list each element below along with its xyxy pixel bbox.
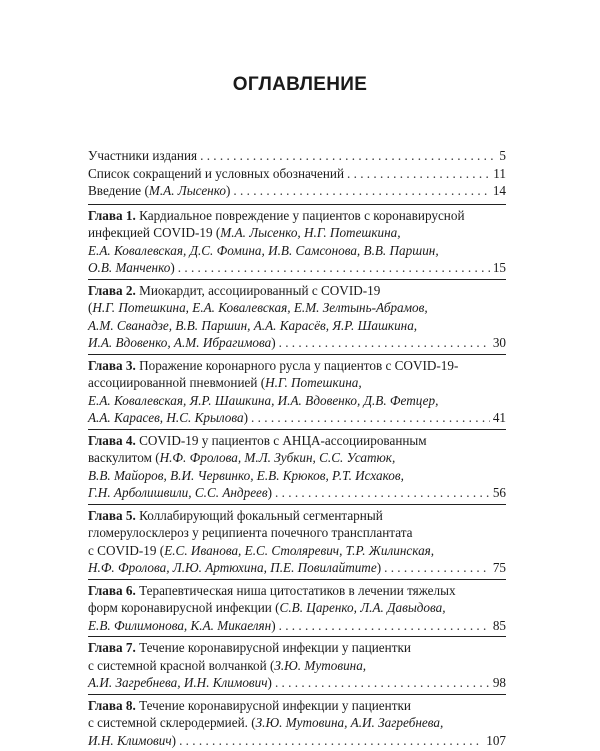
chapter-label: Глава 8. (88, 698, 136, 713)
toc-chapter-6[interactable]: Глава 6. Терапевтическая ниша цитостатиков в лечении тяжелых форм коронавирусной инфекции (С.В. Царенко, Л.А. Давыдова, Е.В. Филимонова, К.А. Микаелян) . . . 85 (88, 579, 506, 637)
chapter-title: Терапевтическая ниша цитостатиков в лечении тяжелых (139, 583, 455, 598)
chapter-authors: Н.Г. Потешкина, (265, 375, 362, 390)
toc-entry-participants[interactable] (88, 147, 506, 165)
leader-dots (251, 409, 490, 427)
toc-entry-text: Введение (М.А. Лысенко) (88, 182, 230, 200)
toc-chapter-5[interactable]: Глава 5. Коллабирующий фокальный сегментарный гломерулосклероз у реципиента почечного трансплантата с COVID-19 (Е.С. Иванова, Е.С. Столяревич, Т.Р. Жилинская, Н.Ф. Фролова, Л.Ю. Артюхина, П.Е. Повилайтите) . . . 75 (88, 504, 506, 579)
chapter-authors: С.В. Царенко, Л.А. Давыдова, (280, 600, 446, 615)
leader-dots (279, 617, 490, 635)
page-number: 56 (493, 484, 506, 502)
toc-chapter-7[interactable]: Глава 7. Течение коронавирусной инфекции у пациентки с системной красной волчанкой (З.Ю. Мутовина, А.И. Загребнева, И.Н. Климович) . . . 98 (88, 636, 506, 694)
chapter-title: Течение коронавирусной инфекции у пациентки (139, 698, 411, 713)
toc-entry-introduction[interactable] (88, 182, 506, 200)
chapter-authors: Н.Ф. Фролова, Л.Ю. Артюхина, П.Е. Повилайтите (88, 560, 377, 575)
toc-chapter-3[interactable]: Глава 3. Поражение коронарного русла у пациентов с COVID-19- ассоциированной пневмонией (Н.Г. Потешкина, Е.А. Ковалевская, Я.Р. Шашкина, И.А. Вдовенко, Д.В. Фетцер, А.А. Карасев, Н.С. Крылова) . . . 41 (88, 354, 506, 429)
chapter-title: COVID-19 у пациентов с АНЦА-ассоциированным (139, 433, 427, 448)
toc-chapter-8[interactable]: Глава 8. Течение коронавирусной инфекции у пациентки с системной склеродермией. (З.Ю. Мутовина, А.И. Загребнева, И.Н. Климович) . . . 107 (88, 694, 506, 751)
leader-dots (275, 674, 490, 692)
chapter-title: Кардиальное повреждение у пациентов с коронавирусной (139, 208, 464, 223)
chapter-title: Миокардит, ассоциированный с COVID-19 (139, 283, 380, 298)
leader-dots (179, 732, 483, 750)
chapter-authors: А.А. Карасев, Н.С. Крылова (88, 410, 244, 425)
chapter-title: с системной склеродермией. ( (88, 715, 256, 730)
toc-chapter-4[interactable]: Глава 4. COVID-19 у пациентов с АНЦА-ассоциированным васкулитом (Н.Ф. Фролова, М.Л. Зубкин, С.С. Усатюк, В.В. Майоров, В.И. Червинко, Е.В. Крюков, Р.Т. Исхаков, Г.Н. Арболишвили, С.С. Андреев) . . . 56 (88, 429, 506, 504)
toc-entry-abbreviations[interactable] (88, 165, 506, 183)
chapter-authors: З.Ю. Мутовина, (274, 658, 366, 673)
chapter-authors: А.М. Сванадзе, В.В. Паршин, А.А. Карасёв, Я.Р. Шашкина, (88, 318, 417, 333)
chapter-authors: Е.С. Иванова, Е.С. Столяревич, Т.Р. Жилинская, (164, 543, 434, 558)
page-number: 5 (499, 147, 506, 165)
leader-dots (275, 484, 490, 502)
page-number: 98 (493, 674, 506, 692)
chapter-title: гломерулосклероз у реципиента почечного трансплантата (88, 525, 413, 540)
table-of-contents (88, 147, 506, 751)
chapter-title: Поражение коронарного русла у пациентов с COVID-19- (139, 358, 458, 373)
chapter-label: Глава 2. (88, 283, 136, 298)
chapter-authors: А.И. Загребнева, И.Н. Климович (88, 675, 268, 690)
toc-entry-text: Список сокращений и условных обозначений (88, 165, 344, 183)
chapter-authors: Е.А. Ковалевская, Я.Р. Шашкина, И.А. Вдовенко, Д.В. Фетцер, (88, 393, 438, 408)
chapter-authors: О.В. Манченко (88, 260, 170, 275)
chapter-authors: И.А. Вдовенко, А.М. Ибрагимова (88, 335, 271, 350)
chapter-label: Глава 3. (88, 358, 136, 373)
leader-dots (233, 182, 489, 200)
chapter-title: инфекцией COVID-19 ( (88, 225, 220, 240)
toc-chapter-1[interactable]: Глава 1. Кардиальное повреждение у пациентов с коронавирусной инфекцией COVID-19 (М.А. Лысенко, Н.Г. Потешкина, Е.А. Ковалевская, Д.С. Фомина, И.В. Самсонова, В.В. Паршин, О.В. Манченко) . . . 15 (88, 204, 506, 279)
chapter-title: форм коронавирусной инфекции ( (88, 600, 280, 615)
chapter-authors: В.В. Майоров, В.И. Червинко, Е.В. Крюков, Р.Т. Исхаков, (88, 468, 404, 483)
page-number: 107 (486, 732, 506, 750)
chapter-title: с COVID-19 ( (88, 543, 164, 558)
chapter-title: Коллабирующий фокальный сегментарный (139, 508, 383, 523)
chapter-authors: Е.А. Ковалевская, Д.С. Фомина, И.В. Самсонова, В.В. Паршин, (88, 243, 439, 258)
leader-dots (178, 259, 490, 277)
page-number: 11 (493, 165, 506, 183)
leader-dots (347, 165, 490, 183)
chapter-title: васкулитом ( (88, 450, 160, 465)
chapter-authors: Е.В. Филимонова, К.А. Микаелян (88, 618, 271, 633)
page-number: 41 (493, 409, 506, 427)
page-number: 15 (493, 259, 506, 277)
chapter-authors: Г.Н. Арболишвили, С.С. Андреев (88, 485, 268, 500)
chapter-label: Глава 4. (88, 433, 136, 448)
toc-chapter-2[interactable]: Глава 2. Миокардит, ассоциированный с COVID-19 (Н.Г. Потешкина, Е.А. Ковалевская, Е.М. Зелтынь-Абрамов, А.М. Сванадзе, В.В. Паршин, А.А. Карасёв, Я.Р. Шашкина, И.А. Вдовенко, А.М. Ибрагимова) . . . 30 (88, 279, 506, 354)
page-number: 75 (493, 559, 506, 577)
chapter-authors: Н.Г. Потешкина, Е.А. Ковалевская, Е.М. Зелтынь-Абрамов, (92, 300, 427, 315)
chapter-authors: М.А. Лысенко, Н.Г. Потешкина, (220, 225, 400, 240)
page-number: 14 (493, 182, 506, 200)
chapter-title: с системной красной волчанкой ( (88, 658, 274, 673)
toc-entry-text: Участники издания (88, 147, 197, 165)
chapter-label: Глава 6. (88, 583, 136, 598)
page-number: 85 (493, 617, 506, 635)
chapter-label: Глава 5. (88, 508, 136, 523)
chapter-label: Глава 1. (88, 208, 136, 223)
page-title: ОГЛАВЛЕНИЕ (0, 74, 600, 96)
leader-dots (384, 559, 490, 577)
chapter-label: Глава 7. (88, 640, 136, 655)
chapter-authors: Н.Ф. Фролова, М.Л. Зубкин, С.С. Усатюк, (160, 450, 396, 465)
chapter-authors: З.Ю. Мутовина, А.И. Загребнева, (256, 715, 444, 730)
chapter-title: ассоциированной пневмонией ( (88, 375, 265, 390)
leader-dots (279, 334, 490, 352)
page-number: 30 (493, 334, 506, 352)
chapter-title: Течение коронавирусной инфекции у пациентки (139, 640, 411, 655)
leader-dots (200, 147, 496, 165)
chapter-authors: И.Н. Климович (88, 733, 172, 748)
